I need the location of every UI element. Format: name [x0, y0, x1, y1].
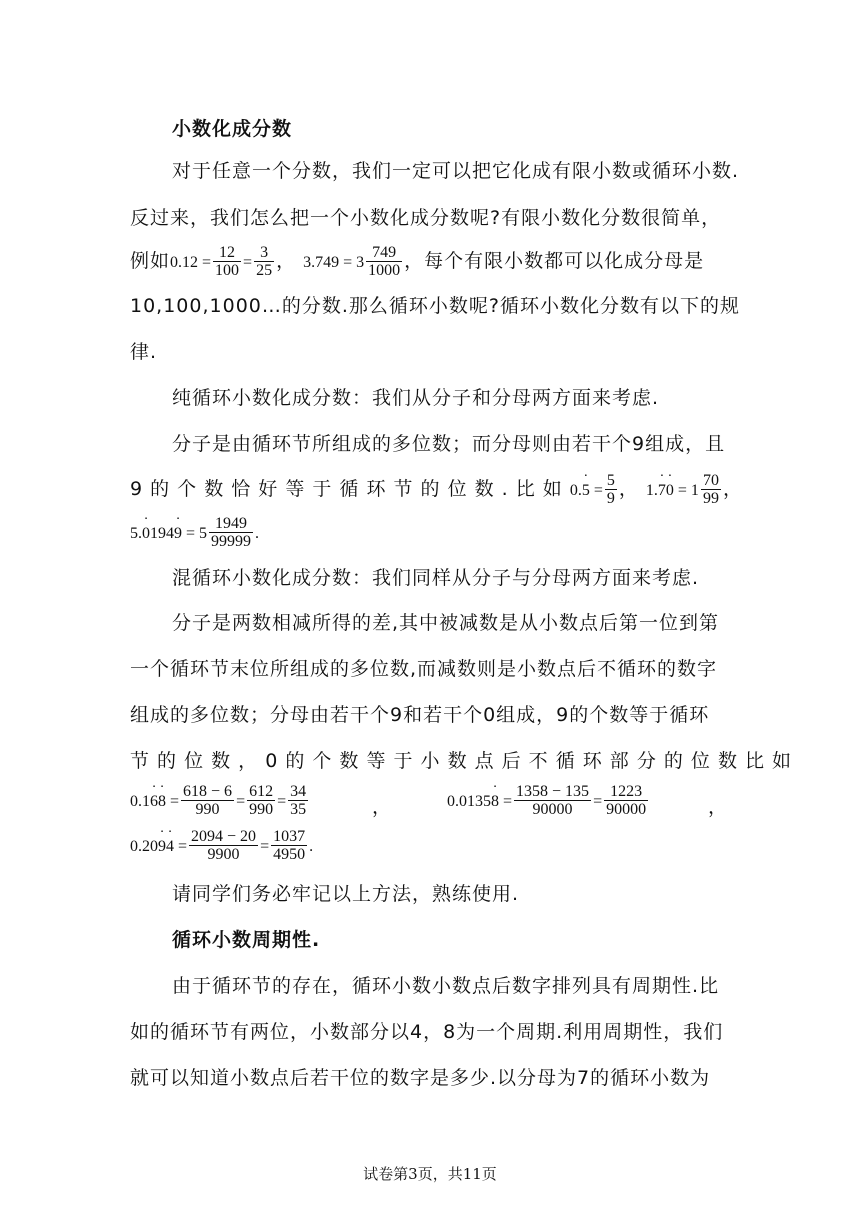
recurring-digit: ˙ 6 — [150, 793, 158, 810]
paragraph-line: 反过来，我们怎么把一个小数化成分数呢?有限小数化分数很简单， — [130, 207, 722, 229]
denominator: 990 — [195, 801, 220, 818]
heading-recurring-periodicity: 循环小数周期性. — [172, 929, 321, 951]
recurring-digit: ˙ 0 — [666, 482, 674, 499]
paragraph-line-examples — [130, 828, 740, 863]
text: ，每个有限小数都可以化成分母是 — [404, 250, 705, 272]
denominator: 99 — [702, 490, 719, 507]
paragraph-line: 就可以知道小数点后若干位的数字是多少.以分母为7的循环小数为 — [130, 1067, 711, 1089]
recurring-digit: ˙ 9 — [174, 525, 182, 542]
equals: = — [277, 793, 287, 810]
math-expr — [447, 793, 512, 810]
separator: ， — [708, 796, 729, 818]
paragraph-line: 律. — [130, 341, 158, 363]
numerator: 12 — [213, 244, 241, 262]
digits: 1. — [645, 482, 658, 499]
period: . — [309, 838, 314, 855]
math-expr — [646, 482, 699, 499]
paragraph-pure-recurring: 纯循环小数化成分数：我们从分子和分母两方面来考虑. — [172, 387, 660, 409]
equals: = — [236, 793, 246, 810]
fraction — [213, 244, 241, 279]
paragraph-line: 10,100,1000…的分数.那么循环小数呢?循环小数化分数有以下的规 — [130, 295, 740, 317]
denominator: 100 — [215, 262, 240, 279]
digits: 194 — [150, 525, 174, 542]
separator: ， — [276, 250, 297, 272]
heading-decimal-to-fraction: 小数化成分数 — [172, 118, 293, 140]
fraction — [514, 783, 591, 818]
fraction — [366, 244, 402, 279]
digits: 0. — [569, 482, 582, 499]
equals: = 1 — [673, 482, 699, 499]
paragraph-line: 节 的 位 数 ， 0 的 个 数 等 于 小 数 点 后 不 循 环 部 分 的 位 数 比 如 — [130, 750, 793, 772]
equals: = — [589, 482, 603, 499]
denominator: 90000 — [606, 801, 647, 818]
digits: 0.1 — [130, 793, 150, 810]
paragraph-line: 如的循环节有两位，小数部分以4，8为一个周期.利用周期性，我们 — [130, 1021, 724, 1043]
fraction — [271, 828, 307, 863]
separator: ， — [372, 796, 393, 818]
denominator: 25 — [256, 262, 273, 279]
numerator: 749 — [366, 244, 402, 262]
equals: = — [499, 793, 513, 810]
denominator: 990 — [249, 801, 274, 818]
equals: = 5 — [182, 525, 208, 542]
numerator: 1223 — [604, 783, 648, 801]
numerator: 1358 − 135 — [516, 783, 590, 800]
numerator: 5 — [606, 472, 615, 489]
math-expr: 0.12 = — [170, 254, 212, 271]
fraction — [604, 783, 648, 818]
numerator: 3 — [254, 244, 274, 262]
fraction — [288, 783, 308, 818]
numerator: 34 — [290, 783, 307, 800]
paragraph-line-examples — [130, 244, 740, 279]
recurring-digit: ˙ 9 — [158, 838, 166, 855]
denominator: 99999 — [211, 533, 252, 550]
paragraph-line-examples — [447, 783, 707, 818]
paragraph-line: 由于循环节的存在，循环小数小数点后数字排列具有周期性.比 — [172, 975, 720, 997]
paragraph-mixed-recurring: 混循环小数化成分数：我们同样从分子与分母两方面来考虑. — [172, 567, 700, 589]
text: 例如 — [130, 250, 171, 272]
denominator: 9900 — [207, 846, 240, 863]
separator: ， — [618, 478, 639, 500]
equals: = — [260, 838, 270, 855]
recurring-digit: ˙ 8 — [158, 793, 166, 810]
recurring-digit: ˙ 7 — [658, 482, 666, 499]
equals: = — [174, 838, 188, 855]
paragraph-line: 对于任意一个分数，我们一定可以把它化成有限小数或循环小数. — [172, 160, 740, 182]
fraction — [701, 472, 721, 507]
paragraph-line-examples — [130, 515, 740, 550]
fraction — [189, 828, 258, 863]
paragraph-line: 一个循环节末位所组成的多位数,而减数则是小数点后不循环的数字 — [130, 658, 718, 680]
recurring-digit: ˙ 5 — [582, 482, 590, 499]
numerator: 612 — [249, 783, 274, 800]
math-expr — [130, 838, 187, 855]
text: 9 的 个 数 恰 好 等 于 循 环 节 的 位 数 . 比 如 — [130, 478, 563, 500]
paragraph-line-examples — [130, 472, 743, 507]
numerator: 2094 − 20 — [191, 828, 257, 845]
recurring-digit: ˙ 0 — [142, 525, 150, 542]
paragraph-line: 分子是由循环节所组成的多位数；而分母则由若干个9组成，且 — [172, 433, 726, 455]
denominator: 9 — [606, 490, 615, 507]
numerator: 1037 — [273, 828, 306, 845]
numerator: 1949 — [209, 515, 253, 533]
numerator: 70 — [702, 472, 719, 489]
numerator: 618 − 6 — [183, 783, 233, 800]
period: . — [255, 525, 260, 542]
recurring-digit: ˙ 8 — [491, 793, 499, 810]
fraction — [209, 515, 253, 550]
denominator: 90000 — [532, 801, 573, 818]
digits: 0.20 — [130, 838, 158, 855]
denominator: 1000 — [368, 262, 401, 279]
page-footer: 试卷第3页，共11页 — [363, 1165, 497, 1183]
fraction — [605, 472, 617, 507]
denominator: 4950 — [273, 846, 306, 863]
math-expr — [130, 525, 207, 542]
digits: 5. — [130, 525, 142, 542]
digits: 0.0135 — [447, 793, 491, 810]
fraction — [254, 244, 274, 279]
fraction — [247, 783, 275, 818]
fraction — [181, 783, 234, 818]
equals: = — [243, 254, 253, 271]
paragraph-line: 请同学们务必牢记以上方法，熟练使用. — [172, 883, 520, 905]
math-expr: 3.749 = 3 — [303, 254, 365, 271]
recurring-digit: ˙ 4 — [166, 838, 174, 855]
equals: = — [593, 793, 603, 810]
math-expr — [570, 482, 603, 499]
separator: ， — [722, 478, 743, 500]
equals: = — [166, 793, 180, 810]
paragraph-line: 组成的多位数；分母由若干个9和若干个0组成，9的个数等于循环 — [130, 704, 710, 726]
denominator: 35 — [290, 801, 307, 818]
math-expr — [130, 793, 179, 810]
paragraph-line: 分子是两数相减所得的差,其中被减数是从小数点后第一位到第 — [172, 612, 720, 634]
